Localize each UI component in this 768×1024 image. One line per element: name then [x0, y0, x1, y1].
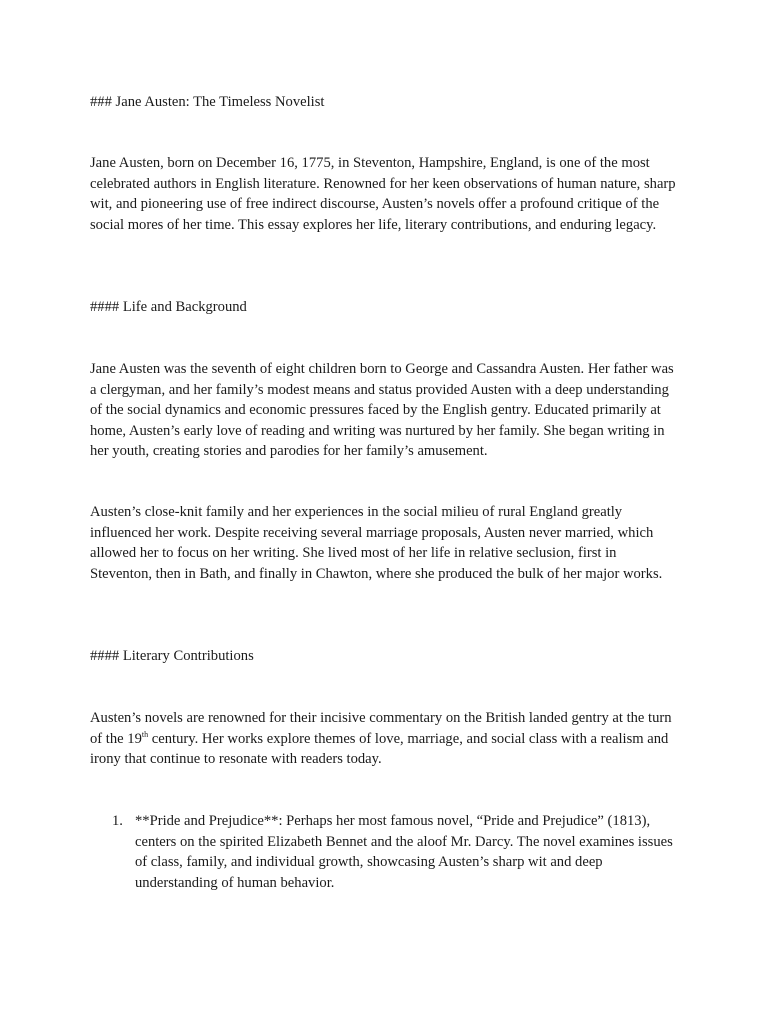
literary-paragraph-1-text-a: Austen’s novels are renowned for their incisive commentary on the British landed gentry at the turn of the 19: [90, 710, 672, 747]
life-paragraph-1: Jane Austen was the seventh of eight children born to George and Cassandra Austen. Her father was a clergyman, and her family’s modest means and status provided Austen with a deep understanding of the social dynamics and economic pressures faced by the English gentry. Educated primarily at home, Austen’s early love of reading and writing was nurtured by her family. She began writing in her youth, creating stories and parodies for her family’s amusement.: [90, 361, 674, 460]
document-title: ### Jane Austen: The Timeless Novelist: [90, 94, 325, 110]
list-item-text: **Pride and Prejudice**: Perhaps her most famous novel, “Pride and Prejudice” (1813), centers on the spirited Elizabeth Bennet and the aloof Mr. Darcy. The novel examines issues of class, family, and individual growth, showcasing Austen’s sharp wit and deep understanding of human behavior.: [135, 813, 673, 891]
literary-paragraph-1: [90, 708, 680, 770]
life-paragraph-2: Austen’s close-knit family and her experiences in the social milieu of rural England greatly influenced her work. Despite receiving several marriage proposals, Austen never married, which allowed her to focus on her writing. She lived most of her life in relative seclusion, first in Steventon, then in Bath, and finally in Chawton, where she produced the bulk of her major works.: [90, 504, 663, 582]
section-heading-literary: #### Literary Contributions: [90, 648, 254, 664]
list-item-number: 1.: [112, 813, 123, 829]
ordinal-superscript: th: [141, 729, 149, 739]
literary-paragraph-1-text-b: century. Her works explore themes of love, marriage, and social class with a realism and irony that continue to resonate with readers today.: [90, 730, 669, 768]
section-heading-life: #### Life and Background: [90, 299, 247, 315]
intro-paragraph: Jane Austen, born on December 16, 1775, in Steventon, Hampshire, England, is one of the most celebrated authors in English literature. Renowned for her keen observations of human nature, sharp wit, and pioneering use of free indirect discourse, Austen’s novels offer a profound critique of the social mores of her time. This essay explores her life, literary contributions, and enduring legacy.: [90, 155, 676, 233]
